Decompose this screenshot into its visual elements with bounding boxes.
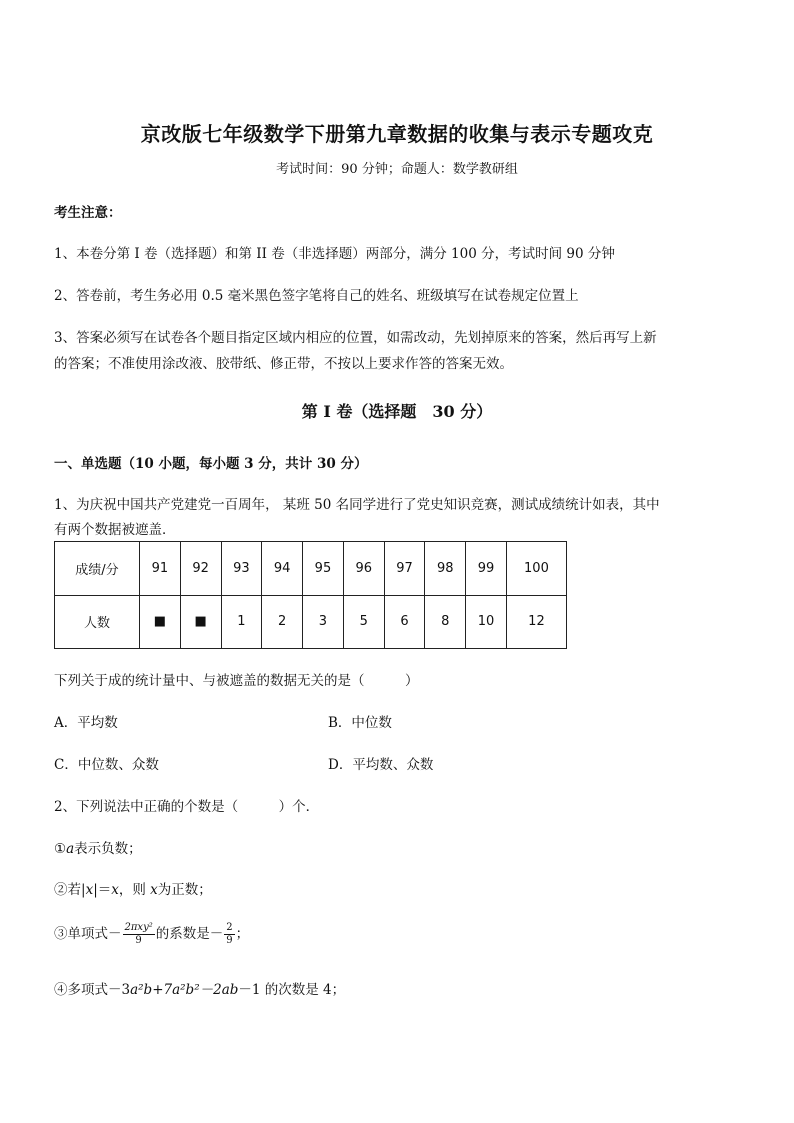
q2-s1-var: a	[66, 841, 75, 857]
q2-s1-prefix: ①	[54, 841, 67, 857]
fraction-numerator: 2πxy²	[124, 922, 153, 933]
table-cell: 95	[303, 542, 344, 596]
q2-s2-mid2: ，则	[118, 882, 151, 898]
notice-item-1: 1、本卷分第 I 卷（选择题）和第 II 卷（非选择题）两部分，满分 100 分，考试时间 90 分钟	[54, 246, 615, 262]
table-cell: 6	[384, 595, 425, 649]
q2-s3-prefix: ③单项式－	[54, 926, 122, 942]
q2-s2-mid: |＝	[93, 882, 112, 898]
notice-heading: 考生注意：	[54, 205, 122, 221]
q2-statement-2	[54, 878, 212, 898]
table-cell: 1	[221, 595, 262, 649]
q1-stem-line1: 1、为庆祝中国共产党建党一百周年， 某班 50 名同学进行了党史知识竞赛，测试成绩统计如表，其中	[54, 497, 660, 513]
table-cell: 92	[180, 542, 221, 596]
q2-s2-x1: x	[85, 882, 94, 898]
table-cell: 99	[466, 542, 507, 596]
table-cell: 94	[262, 542, 303, 596]
q2-s3-mid: 的系数是－	[155, 926, 224, 942]
q2-s3-suffix: ；	[235, 926, 250, 942]
table-cell: 3	[303, 595, 344, 649]
section-title: 第 I 卷（选择题 30 分）	[301, 402, 493, 421]
table-cell: 98	[425, 542, 466, 596]
table-cell-masked: ■	[140, 595, 181, 649]
table-row	[55, 595, 567, 649]
q2-stem: 2、下列说法中正确的个数是（ ）个．	[54, 799, 320, 815]
fraction	[224, 922, 234, 947]
notice-item-3: 3、答案必须写在试卷各个题目指定区域内相应的位置，如需改动，先划掉原来的答案，然后再写上新	[54, 330, 657, 346]
table-cell: 8	[425, 595, 466, 649]
q1-option-b: B．中位数	[328, 715, 392, 731]
part-heading: 一、单选题（10 小题，每小题 3 分，共计 30 分）	[54, 456, 368, 472]
fraction-denominator: 9	[135, 935, 142, 946]
q1-option-d: D．平均数、众数	[328, 757, 434, 773]
table-cell: 12	[506, 595, 566, 649]
q2-s4-suffix: －1 的次数是 4；	[238, 982, 346, 998]
table-cell: 91	[140, 542, 181, 596]
table-header-count: 人数	[55, 595, 140, 649]
q2-s4-prefix: ④多项式－3	[54, 982, 131, 998]
fraction-numerator: 2	[226, 922, 233, 933]
page-title: 京改版七年级数学下册第九章数据的收集与表示专题攻克	[140, 122, 654, 146]
q2-s2-x2: x	[111, 882, 119, 898]
table-cell-masked: ■	[180, 595, 221, 649]
notice-item-2: 2、答卷前，考生务必用 0.5 毫米黑色签字笔将自己的姓名、班级填写在试卷规定位置上	[54, 288, 579, 304]
q1-option-c: C．中位数、众数	[54, 757, 159, 773]
table-cell: 10	[466, 595, 507, 649]
table-cell: 5	[343, 595, 384, 649]
table-header-score: 成绩/分	[55, 542, 140, 596]
q2-s2-prefix: ②若|	[54, 882, 86, 898]
score-table	[54, 541, 567, 649]
table-cell: 97	[384, 542, 425, 596]
notice-item-3-cont: 的答案；不准使用涂改液、胶带纸、修正带，不按以上要求作答的答案无效。	[54, 356, 513, 372]
table-cell: 2	[262, 595, 303, 649]
q2-statement-3	[54, 922, 249, 947]
exam-info: 考试时间：90 分钟；命题人：数学教研组	[276, 162, 518, 177]
q1-stem-line2: 有两个数据被遮盖．	[54, 522, 176, 538]
q2-s2-suffix: 为正数；	[157, 882, 212, 898]
table-cell: 93	[221, 542, 262, 596]
q2-s4-expr: a²b+7a²b²－2ab	[130, 982, 239, 998]
table-cell: 96	[343, 542, 384, 596]
table-row	[55, 542, 567, 596]
q2-s1-suffix: 表示负数；	[74, 841, 142, 857]
q2-s2-x3: x	[150, 882, 158, 898]
q1-option-a: A．平均数	[54, 715, 118, 731]
q2-statement-1	[54, 837, 142, 857]
fraction-denominator: 9	[226, 935, 233, 946]
fraction	[123, 922, 155, 947]
q1-question: 下列关于成的统计量中、与被遮盖的数据无关的是（ ）	[54, 673, 419, 689]
q2-statement-4	[54, 978, 345, 998]
table-cell: 100	[506, 542, 566, 596]
